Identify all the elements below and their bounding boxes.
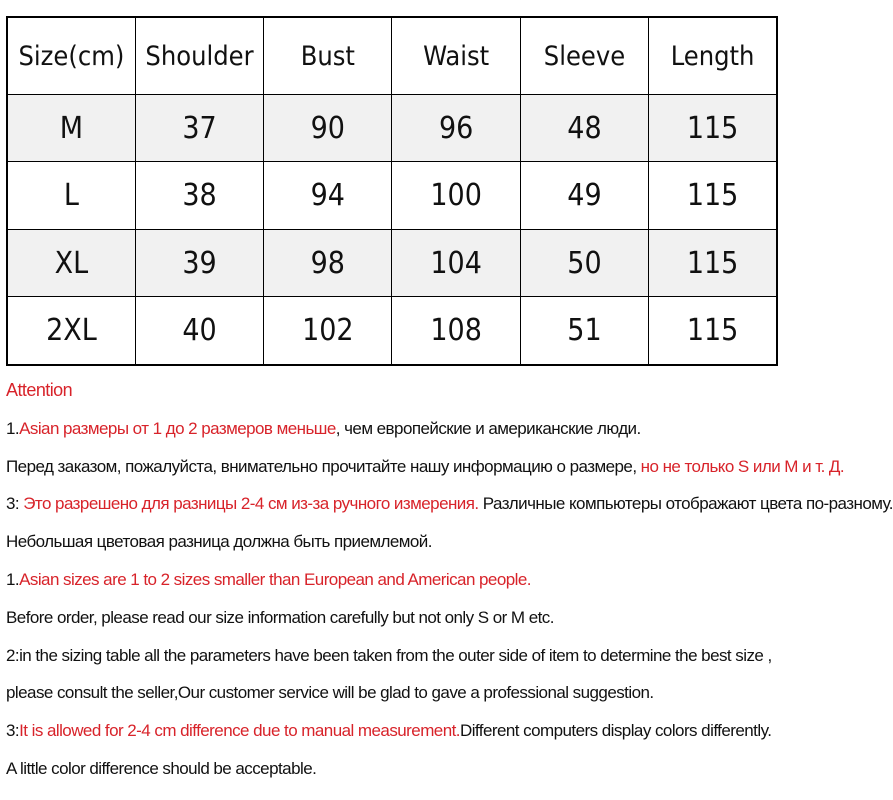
table-cell: 115 [649,162,777,229]
attention-heading: Attention [6,380,73,400]
table-cell: 102 [264,297,392,365]
table-cell: 115 [649,229,777,296]
note-highlight: но не только S или M и т. Д. [640,456,845,476]
table-cell: 94 [264,162,392,229]
table-cell: 39 [135,229,263,296]
note-text: Different computers display colors differently. [459,721,772,741]
table-cell: 115 [649,95,777,162]
note-text: Перед заказом, пожалуйста, внимательно прочитайте нашу информацию о размере, [6,456,641,476]
note-prefix: 1. [6,569,20,589]
table-cell: L [7,162,135,229]
size-chart-table [6,16,778,366]
header-bust: Bust [264,17,392,95]
note-text: , чем европейские и американские люди. [335,418,641,438]
table-cell: 90 [264,95,392,162]
table-cell: 50 [520,229,648,296]
table-cell: 51 [520,297,648,365]
table-cell: 37 [135,95,263,162]
table-cell: XL [7,229,135,296]
table-cell: 104 [392,229,520,296]
note-en-5 [6,712,796,750]
table-cell: 2XL [7,297,135,365]
table-cell: 48 [520,95,648,162]
table-cell: 38 [135,162,263,229]
table-cell: 100 [392,162,520,229]
note-en-1 [6,561,796,599]
note-en-2: Before order, please read our size information carefully but not only S or M etc. [6,607,554,627]
header-size: Size(cm) [7,17,135,95]
table-cell: 115 [649,297,777,365]
note-highlight: Asian sizes are 1 to 2 sizes smaller than European and American people. [19,569,531,589]
table-cell: M [7,95,135,162]
table-cell: 40 [135,297,263,365]
table-row [7,95,777,162]
header-waist: Waist [392,17,520,95]
note-ru-2 [6,448,845,486]
note-highlight: Asian размеры от 1 до 2 размеров меньше [19,418,336,438]
table-cell: 108 [392,297,520,365]
header-shoulder: Shoulder [135,17,263,95]
table-row [7,229,777,296]
size-notes [6,372,893,788]
table-cell: 98 [264,229,392,296]
table-row [7,162,777,229]
note-text: Различные компьютеры отображают цвета по-разному. [478,494,893,514]
table-cell: 49 [520,162,648,229]
note-en-4: please consult the seller,Our customer service will be glad to gave a professional suggestion. [6,683,654,703]
note-highlight: Это разрешено для разницы 2-4 см из-за ручного измерения. [23,494,479,514]
note-highlight: It is allowed for 2-4 cm difference due to manual measurement. [19,721,460,741]
note-ru-4: Небольшая цветовая разница должна быть приемлемой. [6,532,432,552]
note-prefix: 3: [6,721,20,741]
table-header-row [7,17,777,95]
table-row [7,297,777,365]
header-sleeve: Sleeve [520,17,648,95]
note-ru-1 [6,410,796,448]
note-prefix: 1. [6,418,20,438]
table-cell: 96 [392,95,520,162]
note-ru-3 [6,485,893,523]
note-prefix: 3: [6,494,24,514]
note-en-3: 2:in the sizing table all the parameters have been taken from the outer side of item to determine the best size , [6,645,772,665]
note-en-6: A little color difference should be acceptable. [6,758,317,778]
header-length: Length [649,17,777,95]
